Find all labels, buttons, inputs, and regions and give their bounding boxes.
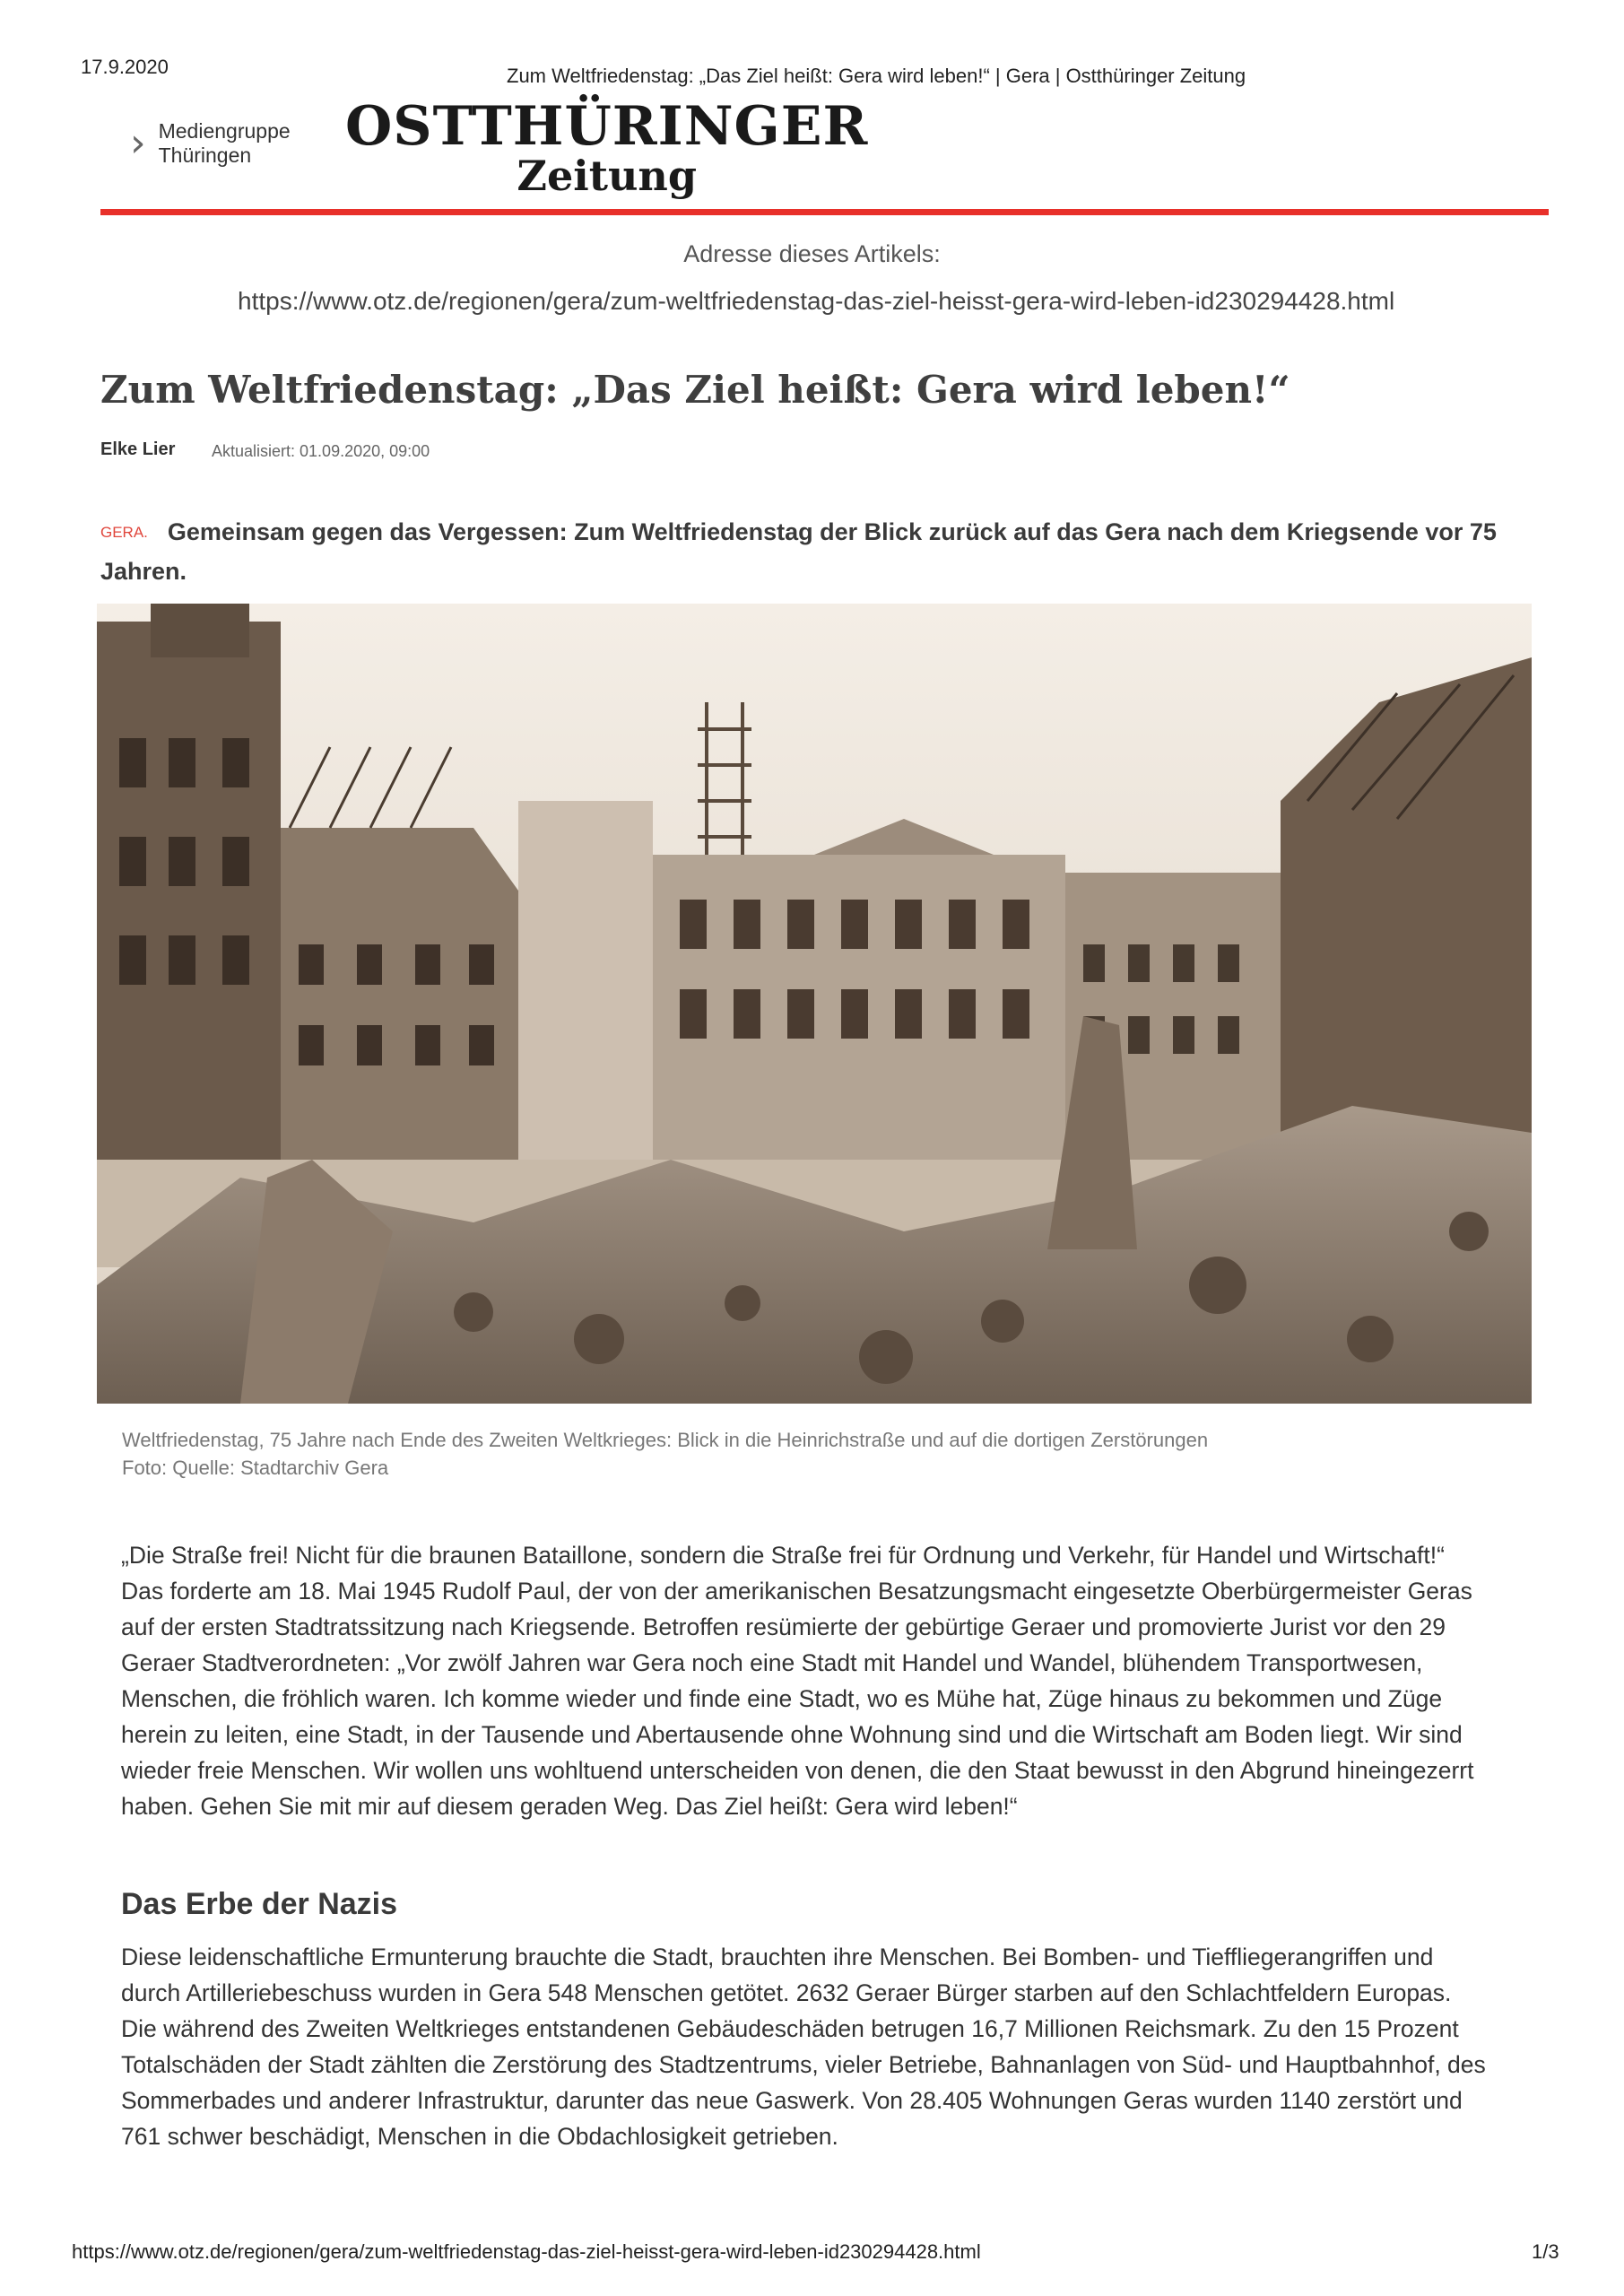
address-label: Adresse dieses Artikels: [683, 240, 941, 267]
brand-subname: Zeitung [517, 152, 697, 200]
print-footer-url: https://www.otz.de/regionen/gera/zum-weltfriedenstag-das-ziel-heisst-gera-wird-leben-id230294428.html [72, 2240, 981, 2263]
brand-name: OSTTHÜRINGER [345, 95, 869, 158]
chevron-right-icon: › [130, 120, 146, 166]
print-header-title: Zum Weltfriedenstag: „Das Ziel heißt: Gera wird leben!“ | Gera | Ostthüringer Zeitung [507, 65, 1246, 87]
dateline: GERA. [100, 524, 148, 541]
article-paragraph: Diese leidenschaftliche Ermunterung brauchte die Stadt, brauchten ihre Menschen. Bei Bomben- und Tieffliegerangriffen und durch Artilleriebeschuss wurden in Gera 548 Menschen getötet. 2632 Geraer Bürger starben auf den Schlachtfeldern Europas. Die während des Zweiten Weltkrieges entstandenen Gebäudeschäden betrugen 16,7 Millionen Reichsmark. Zu den 15 Prozent Totalschäden der Stadt zählten die Zerstörung des Stadtzentrums, vieler Betriebe, Bahnanlagen von Süd- und Hauptbahnhof, des Sommerbades und anderer Infrastruktur, darunter das neue Gaswerk. Von 28.405 Wohnungen Geras wurden 1140 zerstört und 761 schwer beschädigt, Menschen in die Obdachlosigkeit getrieben. [121, 1944, 1486, 2150]
newspaper-logo[interactable] [345, 95, 869, 200]
article-subheading: Das Erbe der Nazis [121, 1887, 398, 1921]
print-page-number: 1/3 [1532, 2240, 1559, 2263]
article-paragraph: „Die Straße frei! Nicht für die braunen Bataillone, sondern die Straße frei für Ordnung und Verkehr, für Handel und Wirtschaft!“ Das forderte am 18. Mai 1945 Rudolf Paul, der von der amerikanischen Besatzungsmacht eingesetzte Oberbürgermeister Geras auf der ersten Stadtratssitzung nach Kriegsende. Betroffen resümierte der gebürtige Geraer und promovierte Jurist vor den 29 Geraer Stadtverordneten: „Vor zwölf Jahren war Gera noch eine Stadt mit Handel und Wandel, blühendem Transportwesen, Menschen, die fröhlich waren. Ich komme wieder und finde eine Stadt, wo es Mühe hat, Züge hinaus zu bekommen und Züge herein zu leiten, eine Stadt, in der Tausende und Abertausende ohne Wohnung sind und die Wirtschaft am Boden liegt. Wir sind wieder freie Menschen. Wir wollen uns wohltuend unterscheiden von denen, die den Staat bewusst in den Abgrund hineingezerrt haben. Gehen Sie mit mir auf diesem geraden Weg. Das Ziel heißt: Gera wird leben!“ [121, 1542, 1474, 1820]
article-headline: Zum Weltfriedenstag: „Das Ziel heißt: Gera wird leben!“ [100, 368, 1290, 412]
article-photo [97, 604, 1532, 1404]
caption-text: Weltfriedenstag, 75 Jahre nach Ende des Zweiten Weltkrieges: Blick in die Heinrichstraße und auf die dortigen Zerstörungen [122, 1429, 1209, 1451]
masthead-rule [100, 209, 1549, 215]
article-author[interactable]: Elke Lier [100, 439, 176, 459]
print-date: 17.9.2020 [81, 56, 169, 78]
mediengruppe-label: Mediengruppe Thüringen [158, 119, 291, 167]
photo-caption [122, 1426, 1208, 1482]
article-url[interactable]: https://www.otz.de/regionen/gera/zum-weltfriedenstag-das-ziel-heisst-gera-wird-leben-id230294428.html [238, 287, 1395, 315]
caption-credit: Foto: Quelle: Stadtarchiv Gera [122, 1457, 389, 1479]
article-updated: Aktualisiert: 01.09.2020, 09:00 [212, 442, 430, 460]
article-teaser [100, 514, 1535, 589]
teaser-text: Gemeinsam gegen das Vergessen: Zum Weltfriedenstag der Blick zurück auf das Gera nach dem Kriegsende vor 75 Jahren. [100, 518, 1497, 585]
mediengruppe-logo[interactable] [130, 119, 291, 168]
